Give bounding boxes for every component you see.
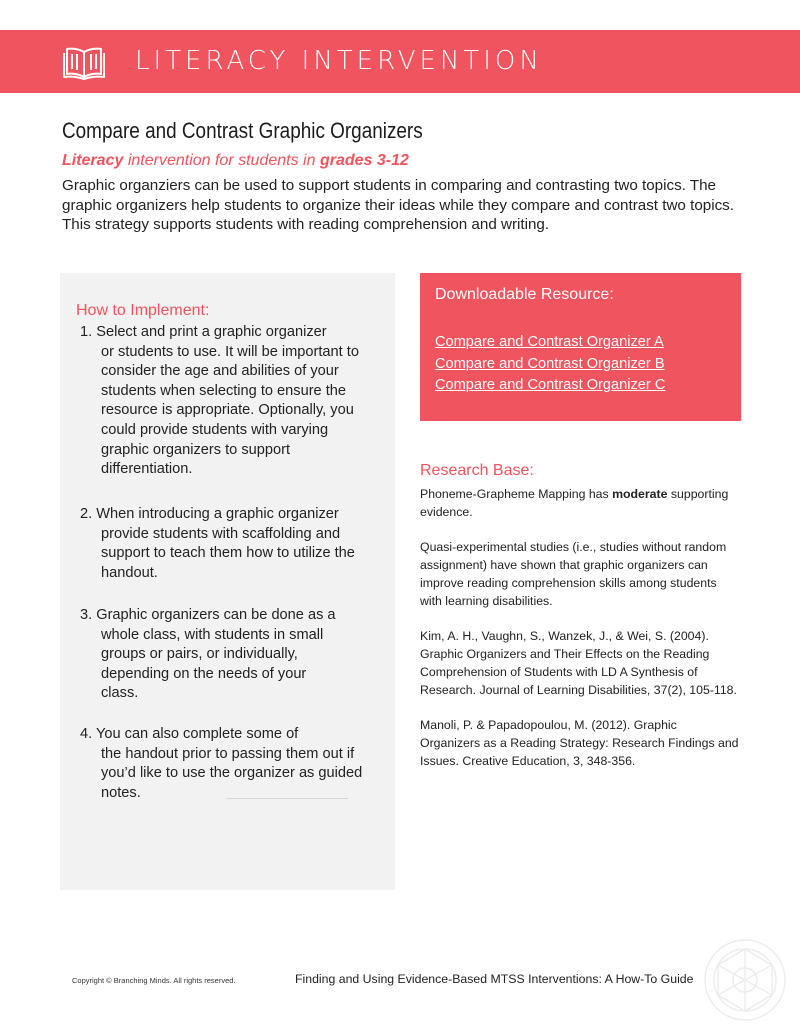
- implement-heading: How to Implement:: [76, 302, 210, 319]
- research-summary: Quasi-experimental studies (i.e., studies without random assignment) have shown that graphic organizers can improve reading comprehension skills among students with learning disabilities.: [420, 540, 727, 608]
- research-heading: Research Base:: [420, 462, 534, 479]
- resource-link-b[interactable]: Compare and Contrast Organizer B: [435, 355, 665, 372]
- step-lead: 1. Select and print a graphic organizer: [80, 324, 327, 340]
- logo-watermark-icon: [700, 935, 790, 1025]
- implement-step: [80, 323, 380, 480]
- implement-step: [80, 606, 380, 704]
- citation-manoli: Manoli, P. & Papadopoulou, M. (2012). Graphic Organizers as a Reading Strategy: Research Findings and Issues. Creative Education, 3, 348-356.: [420, 718, 739, 768]
- resource-link-c[interactable]: Compare and Contrast Organizer C: [435, 377, 666, 394]
- step-lead: 2. When introducing a graphic organizer: [80, 506, 339, 522]
- banner-title: LITERACY INTERVENTION: [135, 46, 543, 76]
- resource-link-a[interactable]: Compare and Contrast Organizer A: [435, 334, 664, 350]
- resource-links: [435, 332, 665, 397]
- citation-kim: Kim, A. H., Vaughn, S., Wanzek, J., & Wei, S. (2004). Graphic Organizers and Their Effects on the Reading Comprehension of Students with LD A Synthesis of Research. Journal of Learning Disabilities, 37(2), 105-118.: [420, 629, 737, 697]
- subtitle-literacy: Literacy: [62, 152, 124, 169]
- divider: [226, 798, 348, 799]
- subtitle-grades: grades 3-12: [319, 152, 409, 169]
- intro-paragraph: Graphic organziers can be used to support students in comparing and contrasting two topics. The graphic organizers help students to organize their ideas while they compare and contrast two topics. This strategy supports students with reading comprehension and writing.: [62, 177, 734, 233]
- page-subtitle: [62, 152, 409, 170]
- resource-heading: Downloadable Resource:: [435, 286, 614, 303]
- research-section: [420, 462, 740, 789]
- step-text: the handout prior to passing them out if you’d like to use the organizer as guided notes.: [101, 745, 363, 801]
- step-text: whole class, with students in small groups or pairs, or individually, depending on the needs of your class.: [101, 626, 324, 702]
- step-lead: 4. You can also complete some of: [80, 726, 299, 742]
- step-lead: 3. Graphic organizers can be done as a: [80, 607, 336, 623]
- header-banner: [0, 30, 800, 93]
- subtitle-middle: intervention for students in: [123, 152, 320, 169]
- research-evidence: [420, 486, 740, 522]
- research-evidence-c: supporting evidence.: [420, 487, 729, 519]
- research-evidence-a: Phoneme-Grapheme Mapping has: [420, 487, 613, 501]
- implement-step: [80, 725, 390, 803]
- implement-step: [80, 505, 380, 583]
- resource-box: [420, 273, 741, 421]
- footer-copyright: Copyright © Branching Minds. All rights reserved.: [72, 976, 236, 985]
- step-text: or students to use. It will be important to consider the age and abilities of your students when selecting to ensure the resource is appropriate. Optionally, you could provide students with varying graphic organizers to support differentiation.: [101, 343, 359, 478]
- step-text: provide students with scaffolding and support to teach them how to utilize the handout.: [101, 525, 355, 581]
- evidence-level: moderate: [612, 487, 668, 501]
- open-book-icon: [62, 44, 106, 80]
- footer-guide-title: Finding and Using Evidence-Based MTSS Interventions: A How-To Guide: [295, 972, 694, 986]
- page-title: Compare and Contrast Graphic Organizers: [62, 118, 423, 143]
